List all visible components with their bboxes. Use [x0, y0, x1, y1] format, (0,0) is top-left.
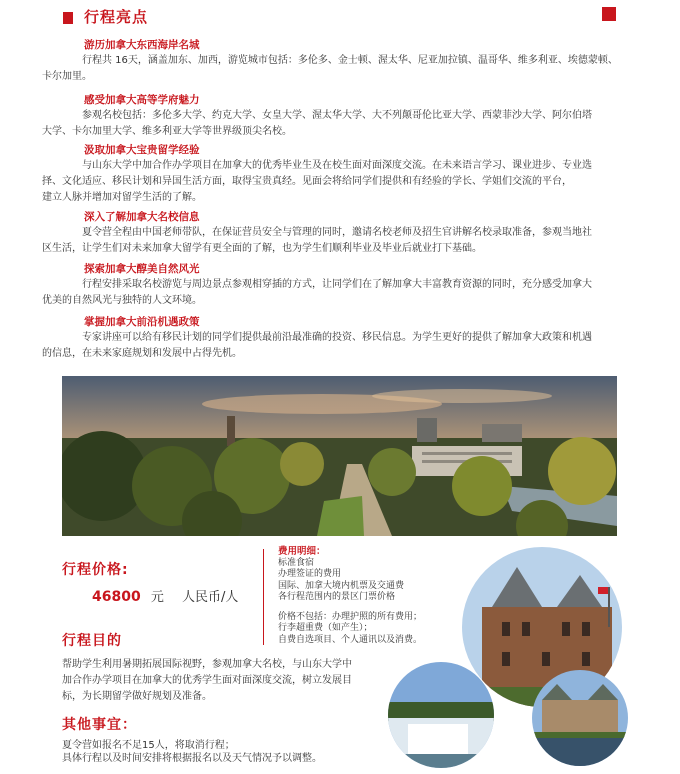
highlight-body: 专家讲座可以给有移民计划的同学们提供最前沿最准确的投资、移民信息。为学生更好的提供了解加拿大政策和机遇 的信息，在未来家庭规划和发展中占得先机。: [42, 332, 592, 359]
highlight-title: 深入了解加拿大名校信息: [84, 211, 200, 223]
purpose-body: 帮助学生利用暑期拓展国际视野，参观加拿大名校，与山东大学中 加合作办学项目在加拿大的优秀学生面对面深度交流，树立发展目 标，为长期留学做好规划及准备。: [62, 659, 352, 702]
highlight-3: [42, 143, 622, 206]
highlight-body: 与山东大学中加合作办学项目在加拿大的优秀毕业生及在校生面对面深度交流。在未来语言学习、课业进步、专业选 择、文化适应、移民计划和异国生活方面，取得宝贵真经。见面会将给同学们提供和有经验的学长、学姐们交流的平台， 建立人脉并增加对留学生活的了解。: [42, 160, 592, 203]
purpose-title: 行程目的: [62, 633, 122, 649]
fee-excluded: 行李超重费（如产生）；: [278, 623, 373, 633]
highlight-title: 探索加拿大醇美自然风光: [84, 263, 200, 275]
highlight-4: [42, 210, 622, 257]
highlight-body: 夏令营全程由中国老师带队，在保证营员安全与管理的同时，邀请名校老师及招生官讲解名校录取准备，参观当地社 区生活，让学生们对未来加拿大留学有更全面的了解，也为学生们顺利毕业及毕业后就业打下基础。: [42, 227, 592, 254]
price-value: [92, 586, 238, 605]
highlight-body: 行程安排采取名校游览与周边景点参观相穿插的方式，让同学们在了解加拿大丰富教育资源的同时，充分感受加拿大 优美的自然风光与独特的人文环境。: [42, 279, 592, 306]
niagara-photo: [388, 662, 494, 768]
fee-item: 办理签证的费用: [278, 569, 342, 579]
highlight-6: [42, 315, 622, 362]
campus-photo: [62, 376, 617, 536]
victoria-photo: [532, 670, 628, 766]
fee-item: 各行程范围内的景区门票价格: [278, 592, 396, 602]
price-unit: 元: [150, 590, 164, 605]
highlight-title: 汲取加拿大宝贵留学经验: [84, 144, 200, 156]
highlight-1: [42, 38, 622, 85]
fee-divider: [263, 549, 264, 645]
fee-excluded: 自费自选项目、个人通讯以及消费。: [278, 634, 423, 645]
price-amount: 46800: [92, 589, 141, 605]
highlight-2: [42, 93, 622, 140]
highlight-title: 游历加拿大东西海岸名城: [84, 39, 200, 51]
fee-item: 国际、加拿大境内机票及交通费: [278, 580, 405, 591]
highlight-body: 行程共 16天，涵盖加东、加西，游览城市包括：多伦多、金士顿、渥太华、尼亚加拉镇、温哥华、维多利亚、埃德蒙顿、 卡尔加里。: [42, 55, 618, 82]
page-title: 行程亮点: [84, 8, 149, 26]
other-body: 夏令营如报名不足15人，将取消行程； 具体行程以及时间安排将根据报名以及天气情况予以调整。: [62, 740, 322, 764]
fee-item: 标准食宿: [278, 557, 315, 568]
highlight-5: [42, 262, 622, 309]
highlight-title: 感受加拿大高等学府魅力: [84, 94, 200, 106]
other-title: 其他事宜：: [62, 717, 137, 733]
highlight-title: 掌握加拿大前沿机遇政策: [84, 316, 200, 328]
price-title: 行程价格:: [62, 562, 129, 578]
fee-title: 费用明细：: [278, 546, 326, 557]
fee-excluded: 价格不包括：办理护照的所有费用；: [278, 611, 423, 622]
title-marker: [63, 12, 73, 24]
price-currency: 人民币/人: [182, 590, 239, 605]
corner-marker: [602, 7, 616, 21]
fee-details: [278, 546, 453, 646]
highlight-body: 参观名校包括：多伦多大学、约克大学、女皇大学、渥太华大学、大不列颠哥伦比亚大学、西蒙菲沙大学、阿尔伯塔 大学、卡尔加里大学、维多利亚大学等世界级顶尖名校。: [42, 110, 592, 137]
